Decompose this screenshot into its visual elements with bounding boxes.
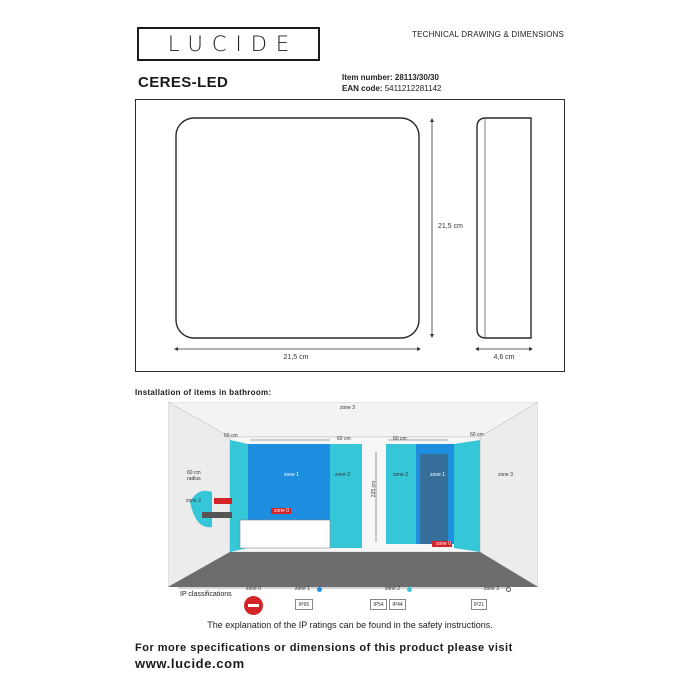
zone1-dot-icon <box>317 587 322 592</box>
brand-logo <box>137 27 320 61</box>
technical-drawing <box>136 100 566 373</box>
height-225-label: 225 cm <box>371 480 378 498</box>
depth-dimension-label: 4,6 cm <box>493 354 515 361</box>
bathroom-section-title: Installation of items in bathroom: <box>135 388 272 397</box>
ean-label: EAN code: <box>342 84 383 93</box>
bathroom-zone-diagram <box>168 402 538 592</box>
legend-zone0: zone 0 <box>246 586 262 592</box>
zone3-dot-icon <box>506 587 511 592</box>
zone1-shower-label: zone 1 <box>430 472 446 478</box>
dim-60-left: 60 cm <box>224 433 238 439</box>
safety-note: The explanation of the IP ratings can be found in the safety instructions. <box>207 620 493 630</box>
width-dimension-label: 21,5 cm <box>283 354 309 361</box>
zone0-bath-label: zone 0 <box>274 508 290 514</box>
bathtub <box>240 520 330 548</box>
shower-screen <box>420 454 448 544</box>
product-name: CERES-LED <box>138 74 229 91</box>
legend-ip44: IP44 <box>389 599 406 610</box>
dim-60-radius-b: radius <box>187 476 201 482</box>
floor <box>168 552 538 587</box>
legend-ip65: IP65 <box>295 599 313 610</box>
footer-info: For more specifications or dimensions of this product please visit <box>135 642 513 654</box>
zone2-bath-label: zone 2 <box>335 472 351 478</box>
legend-zone2: zone 2 <box>385 586 401 592</box>
ip-classifications-label: IP classifications <box>180 591 232 598</box>
legend-ip21: IP21 <box>471 599 487 610</box>
zone-2-shower-left <box>386 444 416 544</box>
zone-2-bath-side <box>330 444 362 548</box>
ean-line <box>342 84 441 93</box>
item-number-line <box>342 73 439 82</box>
dim-60-radius-a: 60 cm <box>187 470 201 476</box>
item-number-label: Item number: <box>342 73 393 82</box>
dim-60-mid2: 60 cm <box>393 436 407 442</box>
zone-0-marker-sink <box>214 498 232 504</box>
dim-60-mid1: 60 cm <box>337 436 351 442</box>
document-type: TECHNICAL DRAWING & DIMENSIONS <box>412 30 565 39</box>
footer-website-link[interactable]: www.lucide.com <box>135 656 245 671</box>
zone3-top-label: zone 3 <box>340 405 356 411</box>
legend-ip54: IP54 <box>370 599 387 610</box>
item-number-value: 28113/30/30 <box>394 73 439 82</box>
zone2-shower-label: zone 2 <box>393 472 409 478</box>
dim-60-right: 60 cm <box>470 432 484 438</box>
brand-logo-text: LUCIDE <box>167 32 299 56</box>
legend-zone3: zone 3 <box>484 586 500 592</box>
zone3-right-label: zone 3 <box>498 472 514 478</box>
zone2-sink-label: zone 2 <box>186 498 202 504</box>
ean-value: 5411212281142 <box>384 84 442 93</box>
legend-zone1: zone 1 <box>295 586 311 592</box>
technical-drawing-frame <box>135 99 565 372</box>
height-dimension-label: 21,5 cm <box>438 223 463 230</box>
zone1-bath-label: zone 1 <box>284 472 300 478</box>
zone2-dot-icon <box>407 587 412 592</box>
front-view-outline <box>176 118 419 338</box>
no-entry-icon <box>244 596 263 615</box>
zone-2-right-wall <box>454 440 480 552</box>
zone0-shower-label: zone 0 <box>436 541 452 547</box>
